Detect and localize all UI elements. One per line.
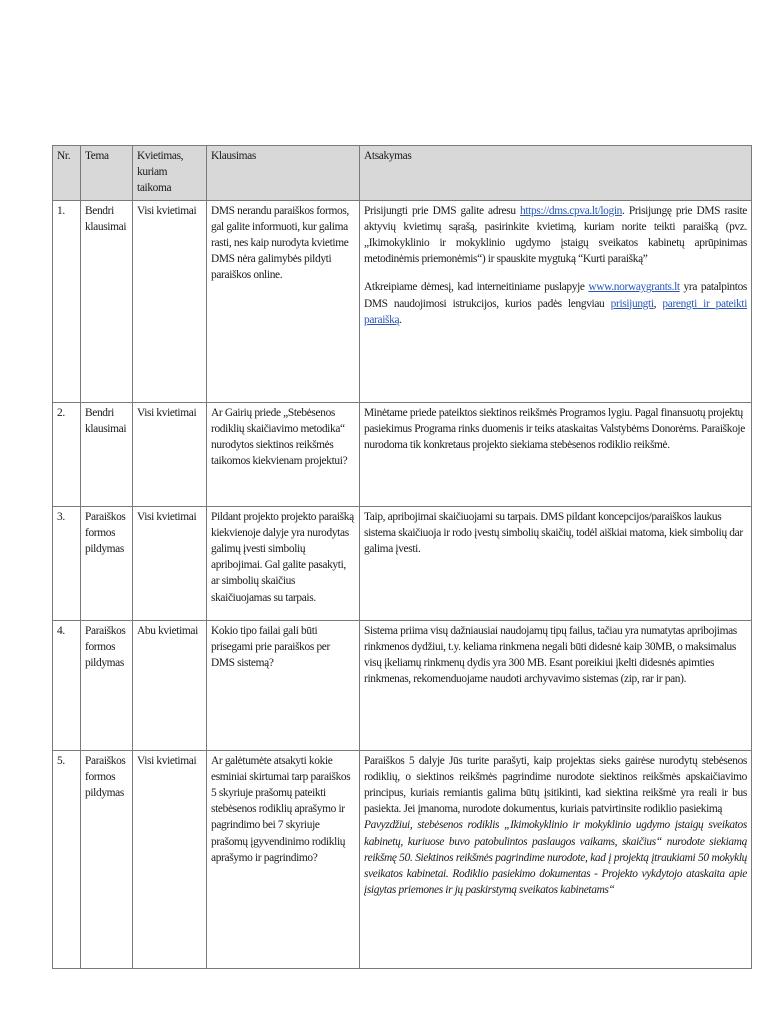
answer-text: . Prisijungę prie DMS rasite aktyvių kvietimų sąrašą, pasirinkite kvietimą, kuriam norite teikti paraišką (pvz. „Ikimokyklinio ir mokyklinio ugdymo įstaigų sveikatos kabinetų aprūpinimas metodinėmis priemonėmis“) ir spauskite mygtuką “Kurti paraišką” xyxy=(364,204,748,266)
answer-text: , xyxy=(653,297,663,310)
cell-tema: Paraiškos formos pildymas xyxy=(81,506,133,620)
answer-text: . xyxy=(399,313,402,326)
table-row xyxy=(53,620,752,750)
table-row xyxy=(53,506,752,620)
header-row xyxy=(53,146,752,201)
table-row xyxy=(53,750,752,968)
answer-text: yra patalpintos DMS naudojimosi istrukcijos, kurios padės lengviau xyxy=(364,281,747,310)
answer-paragraph: Paraiškos 5 dalyje Jūs turite parašyti, kaip projektas sieks gairėse nurodytų stebėsenos rodiklių, o siektinos reikšmės pagrindime nurodote siektinos reikšmės apskaičiavimo principus, kuriais remiantis galima būtų įsitikinti, kad siektina reikšmė yra reali ir bus pasiekta. Jei įmanoma, nurodote dokumentus, kuriais patvirtinsite rodiklio pasiekimą xyxy=(364,754,747,816)
cell-atsakymas: Sistema priima visų dažniausiai naudojamų tipų failus, tačiau yra numatytas apribojimas rinkmenos dydžiui, t.y. keliama rinkmena negali būti didesnė kaip 30MB, o maksimalus visų įkeliamų rinkmenų dydis yra 300 MB. Esant poreikiui įkelti didesnės apimties rinkmenas, rekomenduojame naudoti archyvavimo sistemas (zip, rar ir pan). xyxy=(360,620,752,750)
header-kvietimas: Kvietimas, kuriam taikoma xyxy=(133,146,207,201)
cell-atsakymas: Minėtame priede pateiktos siektinos reikšmės Programos lygiu. Pagal finansuotų projektų pasiekimus Programa rinks duomenis ir teiks ataskaitas Valstybėms Donorėms. Paraiškoje nurodoma tik konkretaus projekto siekiama stebėsenos rodiklio reikšmė. xyxy=(360,402,752,506)
cell-tema: Paraiškos formos pildymas xyxy=(81,620,133,750)
answer-text: Atkreipiame dėmesį, kad interneitiniame puslapyje xyxy=(364,281,589,294)
cell-nr: 1. xyxy=(53,200,81,402)
cell-kvietimas: Visi kvietimai xyxy=(133,200,207,402)
cell-klausimas: Ar Gairių priede „Stebėsenos rodiklių skaičiavimo metodika“ nurodytos siektinos reikšmės taikomos kiekvienam projektui? xyxy=(207,402,360,506)
header-tema: Tema xyxy=(81,146,133,201)
table-body xyxy=(53,200,752,968)
answer-text: Prisijungti prie DMS galite adresu xyxy=(364,204,521,217)
header-klausimas: Klausimas xyxy=(207,146,360,201)
cell-klausimas: Ar galėtumėte atsakyti kokie esminiai skirtumai tarp paraiškos 5 skyriuje prašomų pateikti stebėsenos rodiklių aprašymo ir pagrindimo bei 7 skyriuje prašomų įgyvendinimo rodiklių aprašymo ir pagrindimo? xyxy=(207,750,360,968)
cell-kvietimas: Visi kvietimai xyxy=(133,750,207,968)
cell-nr: 2. xyxy=(53,402,81,506)
header-atsakymas: Atsakymas xyxy=(360,146,752,201)
answer-paragraph xyxy=(364,203,747,268)
header-nr: Nr. xyxy=(53,146,81,201)
table-row xyxy=(53,402,752,506)
cell-nr: 5. xyxy=(53,750,81,968)
cell-kvietimas: Abu kvietimai xyxy=(133,620,207,750)
faq-table xyxy=(52,145,752,969)
cell-klausimas: Pildant projekto projekto paraišką kiekvienoje dalyje yra nurodytas galimų įvesti simbolių apribojimai. Gal galite pasakyti, ar simbolių skaičius skaičiuojamas su tarpais. xyxy=(207,506,360,620)
cell-atsakymas: Taip, apribojimai skaičiuojami su tarpais. DMS pildant koncepcijos/paraiškos laukus sistema skaičiuoja ir rodo įvestų simbolių skaičių, todėl aiškiai matoma, kiek simbolių dar galima įvesti. xyxy=(360,506,752,620)
cell-kvietimas: Visi kvietimai xyxy=(133,506,207,620)
cell-kvietimas: Visi kvietimai xyxy=(133,402,207,506)
cell-nr: 3. xyxy=(53,506,81,620)
cell-tema: Bendri klausimai xyxy=(81,200,133,402)
cell-atsakymas xyxy=(360,200,752,402)
cell-klausimas: DMS nerandu paraiškos formos, gal galite informuoti, kur galima rasti, nes kaip nurodyta kvietime DMS nėra galimybės pildyti paraiškos online. xyxy=(207,200,360,402)
faq-page xyxy=(52,145,752,969)
answer-paragraph xyxy=(364,279,747,328)
login-instructions-link[interactable]: prisijungti xyxy=(610,297,654,310)
answer-example: Pavyzdžiui, stebėsenos rodiklis „Ikimokyklinio ir mokyklinio ugdymo įstaigų sveikatos kabinetų, kuriuose buvo patobulintos paslaugos vaikams, skaičius“ nurodote siekiamą reikšmę 50. Siektinos reikšmės pagrindime nurodote, kad į projektą įtraukiami 50 mokyklų sveikatos kabinetai. Rodiklio pasiekimo dokumentas - Projekto vykdytojo ataskaita apie įsigytas priemones ir jų paskirstymą sveikatos kabinetams“ xyxy=(364,819,747,897)
dms-login-link[interactable]: https://dms.cpva.lt/login xyxy=(520,204,623,217)
table-header xyxy=(53,146,752,201)
cell-tema: Paraiškos formos pildymas xyxy=(81,750,133,968)
table-row xyxy=(53,200,752,402)
cell-atsakymas xyxy=(360,750,752,968)
application-instructions-link[interactable]: parengti ir pateikti paraišką xyxy=(364,297,748,326)
cell-klausimas: Kokio tipo failai gali būti prisegami prie paraiškos per DMS sistemą? xyxy=(207,620,360,750)
cell-tema: Bendri klausimai xyxy=(81,402,133,506)
norwaygrants-link[interactable]: www.norwaygrants.lt xyxy=(588,281,680,294)
cell-nr: 4. xyxy=(53,620,81,750)
